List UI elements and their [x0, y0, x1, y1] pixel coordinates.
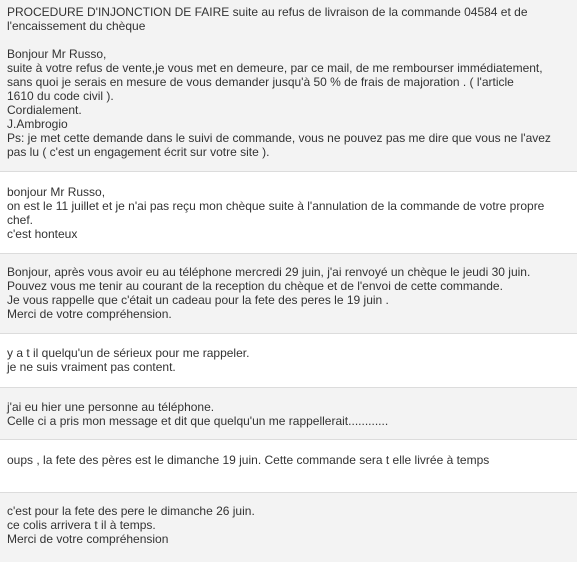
message-line: j'ai eu hier une personne au téléphone.: [7, 400, 215, 414]
message-line: sans quoi je serais en mesure de vous demander jusqu'à 50 % de frais de majoration . ( l'article: [7, 75, 514, 89]
message-line: Bonjour, après vous avoir eu au téléphone mercredi 29 juin, j'ai renvoyé un chèque le jeudi 30 juin.: [7, 265, 531, 279]
message-line: oups , la fete des pères est le dimanche 19 juin. Cette commande sera t elle livrée à temps: [7, 453, 490, 467]
message-line: Pouvez vous me tenir au courant de la reception du chèque et de l'envoi de cette commande.: [7, 279, 503, 293]
message-line: ce colis arrivera t il à temps.: [7, 518, 156, 532]
message-line: Cordialement.: [7, 103, 82, 117]
message-line: on est le 11 juillet et je n'ai pas reçu mon chèque suite à l'annulation de la commande de votre propre: [7, 199, 545, 213]
message-line: l'encaissement du chèque: [7, 19, 146, 33]
message-line: je ne suis vraiment pas content.: [7, 360, 176, 374]
message-line: Merci de votre compréhension.: [7, 307, 172, 321]
message-line: c'est honteux: [7, 227, 78, 241]
message-line: y a t il quelqu'un de sérieux pour me rappeler.: [7, 346, 250, 360]
message-5: [0, 388, 577, 440]
message-7: [0, 493, 577, 562]
message-line: Je vous rappelle que c'était un cadeau pour la fete des peres le 19 juin .: [7, 293, 389, 307]
message-line: pas lu ( c'est un engagement écrit sur votre site ).: [7, 145, 270, 159]
message-line: Merci de votre compréhension: [7, 532, 169, 546]
message-line: PROCEDURE D'INJONCTION DE FAIRE suite au refus de livraison de la commande 04584 et de: [7, 5, 528, 19]
message-line: c'est pour la fete des pere le dimanche 26 juin.: [7, 504, 255, 518]
message-1: [0, 0, 577, 172]
message-4: [0, 334, 577, 388]
message-6: [0, 440, 577, 493]
message-line: Celle ci a pris mon message et dit que quelqu'un me rappellerait............: [7, 414, 389, 428]
message-line: suite à votre refus de vente,je vous met en demeure, par ce mail, de me rembourser immédiatement,: [7, 61, 543, 75]
message-line: chef.: [7, 213, 34, 227]
message-line: Bonjour Mr Russo,: [7, 47, 107, 61]
page-edge: [577, 0, 583, 562]
message-3: [0, 254, 577, 334]
message-line: [7, 33, 571, 47]
message-line: bonjour Mr Russo,: [7, 185, 106, 199]
message-line: 1610 du code civil ).: [7, 89, 114, 103]
message-line: Ps: je met cette demande dans le suivi de commande, vous ne pouvez pas me dire que vous ne l'avez: [7, 131, 551, 145]
message-2: [0, 172, 577, 254]
message-line: J.Ambrogio: [7, 117, 68, 131]
